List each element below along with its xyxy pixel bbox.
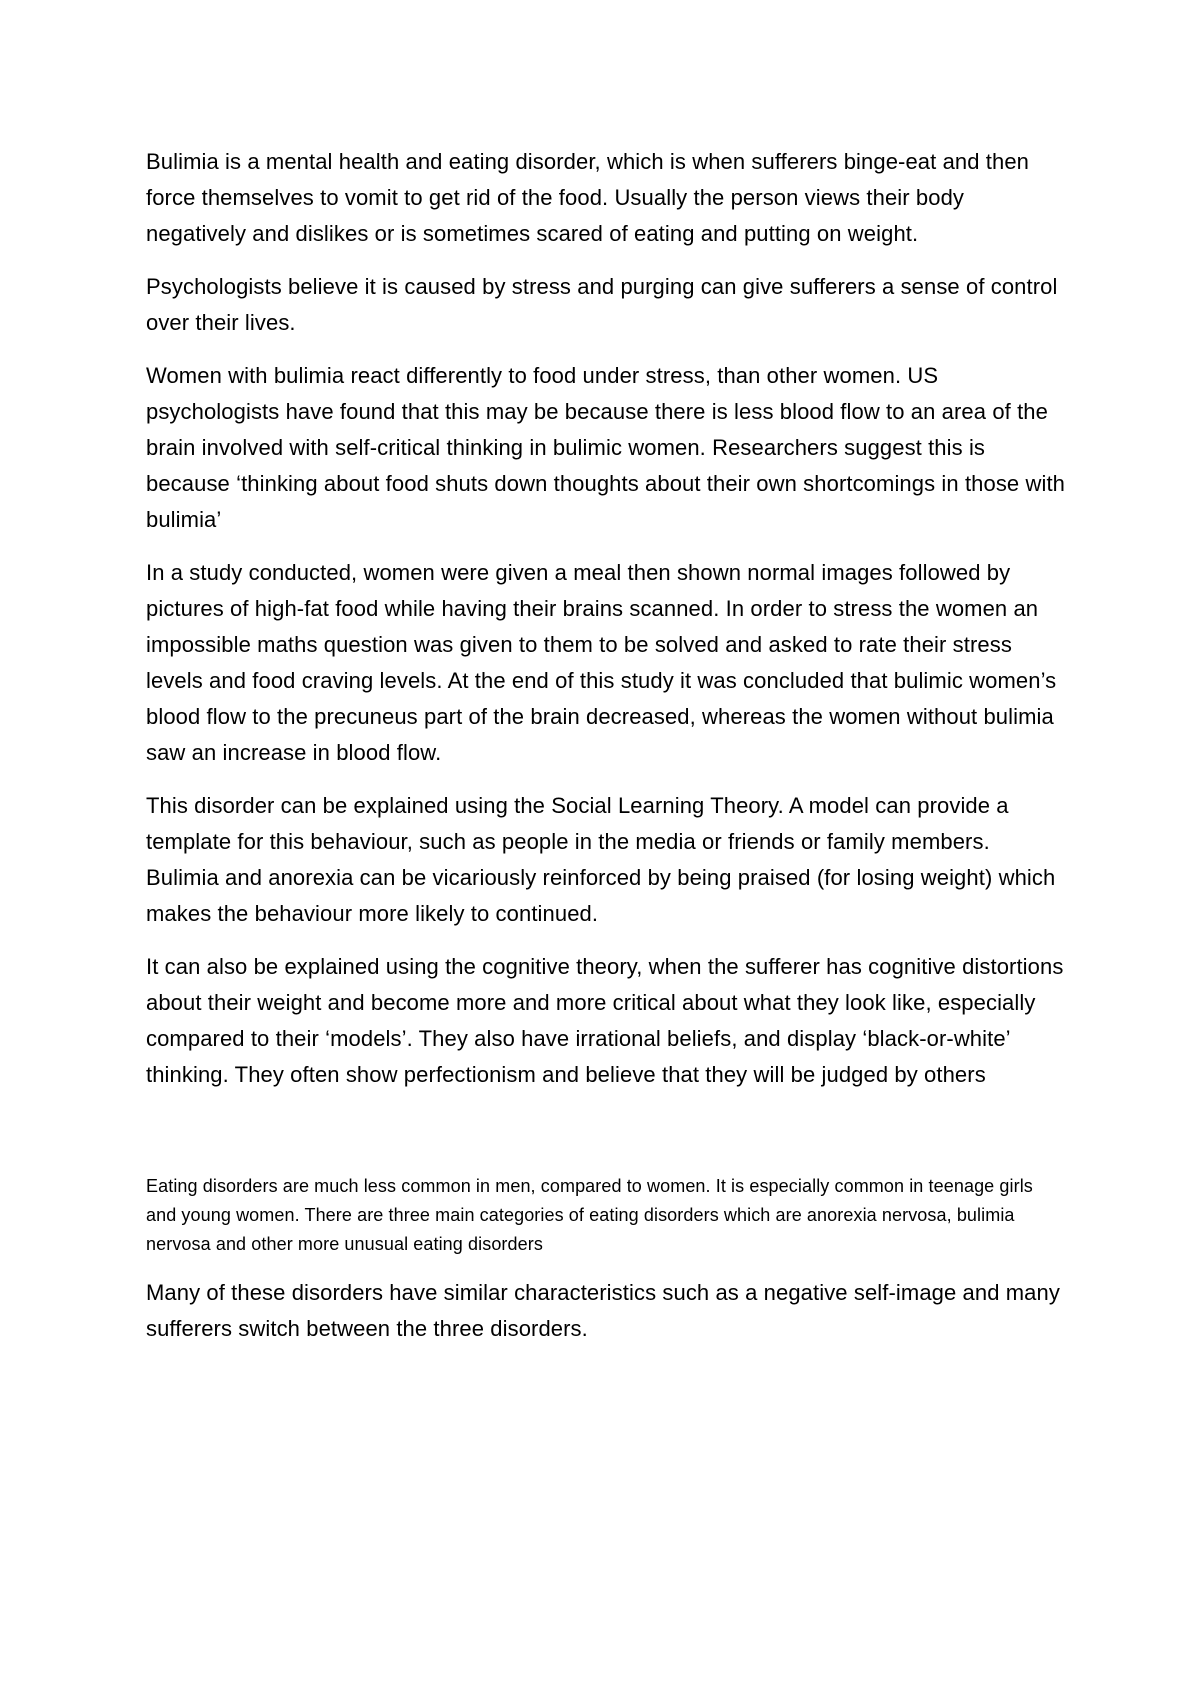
paragraph-social-learning-theory: This disorder can be explained using the Social Learning Theory. A model can provide a template for this behaviour, such as people in the media or friends or family members. Bulimia and anorexia can be vicariously reinforced by being praised (for losing weight) which makes the behaviour more likely to continued. — [146, 793, 1056, 926]
document-body — [146, 144, 1066, 1364]
paragraph-similar-characteristics: Many of these disorders have similar characteristics such as a negative self-image and many sufferers switch between the three disorders. — [146, 1280, 1060, 1341]
paragraph-study: In a study conducted, women were given a meal then shown normal images followed by pictures of high-fat food while having their brains scanned. In order to stress the women an impossible maths question was given to them to be solved and asked to rate their stress levels and food craving levels. At the end of this study it was concluded that bulimic women’s blood flow to the precuneus part of the brain decreased, whereas the women without bulimia saw an increase in blood flow. — [146, 560, 1057, 765]
paragraph-stress-response: Women with bulimia react differently to food under stress, than other women. US psychologists have found that this may be because there is less blood flow to an area of the brain involved with self-critical thinking in bulimic women. Researchers suggest this is because ‘thinking about food shuts down thoughts about their own shortcomings in those with bulimia’ — [146, 363, 1066, 532]
paragraph-gap — [146, 1110, 1066, 1172]
paragraph-cognitive-theory: It can also be explained using the cognitive theory, when the sufferer has cognitive distortions about their weight and become more and more critical about what they look like, especially compared to their ‘models’. They also have irrational beliefs, and display ‘black-or-white’ thinking. They often show perfectionism and believe that they will be judged by others — [146, 954, 1064, 1087]
paragraph-prevalence: Eating disorders are much less common in men, compared to women. It is especially common in teenage girls and young women. There are three main categories of eating disorders which are anorexia nervosa, bulimia nervosa and other more unusual eating disorders — [146, 1176, 1033, 1254]
paragraph-psychologists-cause: Psychologists believe it is caused by stress and purging can give sufferers a sense of control over their lives. — [146, 274, 1058, 335]
paragraph-bulimia-definition: Bulimia is a mental health and eating disorder, which is when sufferers binge-eat and then force themselves to vomit to get rid of the food. Usually the person views their body negatively and dislikes or is sometimes scared of eating and putting on weight. — [146, 149, 1030, 246]
